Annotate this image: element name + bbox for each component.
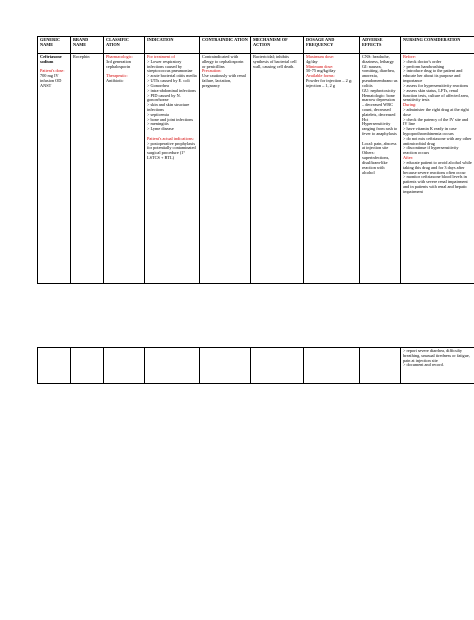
header-brand-name: BRAND NAME [71, 37, 104, 54]
contraindication-text: Contraindicated with allergy to cephalosporin or penicillins [202, 54, 244, 69]
empty-cell [360, 348, 401, 384]
after-label: After: [403, 155, 414, 161]
pharmacologic-class: 3rd generation cephalosporin [106, 58, 131, 69]
nursing-cell [401, 54, 474, 284]
drug-study-table-continued [37, 347, 474, 384]
therapeutic-class: Antibiotic [106, 78, 124, 84]
empty-cell [200, 348, 251, 384]
header-row [38, 37, 474, 54]
indication-list: > Lower respiratory infections caused by streptococcus pneumoniae > acute bacterial otitis media > UTIs caused by E. coli > Gonorrhea > intra-abdominal infections > PID caused by N. gonorrhoeae > skin and skin structure infections > septicemia > bone and joint infections > meningitis > Lyme disease [147, 58, 197, 132]
empty-cell [304, 348, 360, 384]
classification-cell [104, 54, 145, 284]
header-nursing: NURSING CONSIDERATION [401, 37, 474, 54]
empty-cell [38, 348, 71, 384]
before-label: Before: [403, 54, 416, 59]
precaution-label: Precaution: [202, 68, 222, 74]
contraindication-cell [200, 54, 251, 284]
drug-study-table [37, 36, 474, 284]
during-list: > administer the right drug at the right dose > check the patency of the IV site and IV line > have vitamin K ready in case hypoprothrombinemia occurs > do not mix ceftriaxone with any other antimicrobial drug > discontinue if hypersensitivity reaction occurs [403, 106, 472, 156]
header-dosage: DOSAGE AND FREQUENCY [304, 37, 360, 54]
brand-name: Rocephin [73, 54, 90, 59]
therapeutic-label: Therapeutic: [106, 73, 128, 79]
empty-cell [251, 348, 304, 384]
nursing-continued-cell [401, 348, 474, 384]
min-dose: 50-75 mg/kg/day [306, 68, 336, 74]
header-contraindication: CONTRAINDIC ATION [200, 37, 251, 54]
indication-label: For treatment of [147, 54, 175, 59]
generic-name-cell [38, 54, 71, 284]
actual-indication-label: Patient's actual indications: [147, 135, 194, 141]
header-generic-name: GENERIC NAME [38, 37, 71, 54]
brand-name-cell [71, 54, 104, 284]
header-mechanism: MECHANISM OF ACTION [251, 37, 304, 54]
patient-dose: 700 mg IV infusion OD ANST [40, 73, 62, 88]
patient-dose-label: Patient's dose: [40, 68, 65, 74]
empty-cell [104, 348, 145, 384]
available-forms: Powder for injection – 2 g; injection – 1, 2 g [306, 78, 353, 88]
continued-row [38, 348, 474, 384]
adverse-effects-cell [360, 54, 401, 284]
empty-cell [145, 348, 200, 384]
actual-indication: > postoperative prophylaxis for potentially contaminated surgical procedure (1° LSTCS + BTL) [147, 140, 196, 161]
precaution-text: Use cautiously with renal failure, lactation, pregnancy [202, 73, 246, 88]
empty-cell [71, 348, 104, 384]
generic-name: Ceftriaxone sodium [40, 54, 62, 64]
pharmacologic-label: Pharmacologic: [106, 54, 133, 59]
during-label: During: [403, 102, 417, 108]
header-adverse-effects: ADVERSE EFFECTS [360, 37, 401, 54]
header-indication: INDICATION [145, 37, 200, 54]
min-dose-label: Minimum dose: [306, 63, 334, 69]
available-forms-label: Available forms: [306, 73, 335, 79]
after-list: > educate patient to avoid alcohol while taking this drug and for 3 days after because severe reactions often occur > monitor ceftriaxone blood levels in patients with severe renal impairment and in patients with renal and hepatic impairment [403, 159, 472, 194]
drug-row [38, 54, 474, 284]
dosage-cell [304, 54, 360, 284]
max-dose: 4g/day [306, 58, 318, 64]
header-classification: CLASSIFIC ATION [104, 37, 145, 54]
indication-cell [145, 54, 200, 284]
nursing-continued: > report severe diarrhea, difficulty breathing, unusual tiredness or fatigue, pain at injection site > document and record. [403, 348, 470, 368]
adverse-effects-text: CNS: headache, dizziness, lethargy GI: nausea, vomiting, diarrhea, anorexia, pseudomembrano us colitis GU: nephrotoxicity Hematologic: bone marrow depression – decreased WBC count, decreased platelets, decreased Hct Hypersensitivity ranging from rash to fever to anaphylaxis Local: pain, abscess at injection site Others: superinfections, disulfiram-like reaction with alcohol [362, 54, 398, 175]
max-dose-label: Maximum dose: [306, 54, 335, 59]
mechanism-text: Bactericidal; inhibits synthesis of bacterial cell wall, causing cell death. [253, 54, 297, 69]
before-list: > check doctor's order > perform handwashing > introduce drug to the patient and educate her about its purpose and importance > assess for hypersensitivity reactions > assess skin status, LFTs, renal function tests, culture of affected area, sensitivity tests [403, 58, 469, 103]
mechanism-cell [251, 54, 304, 284]
